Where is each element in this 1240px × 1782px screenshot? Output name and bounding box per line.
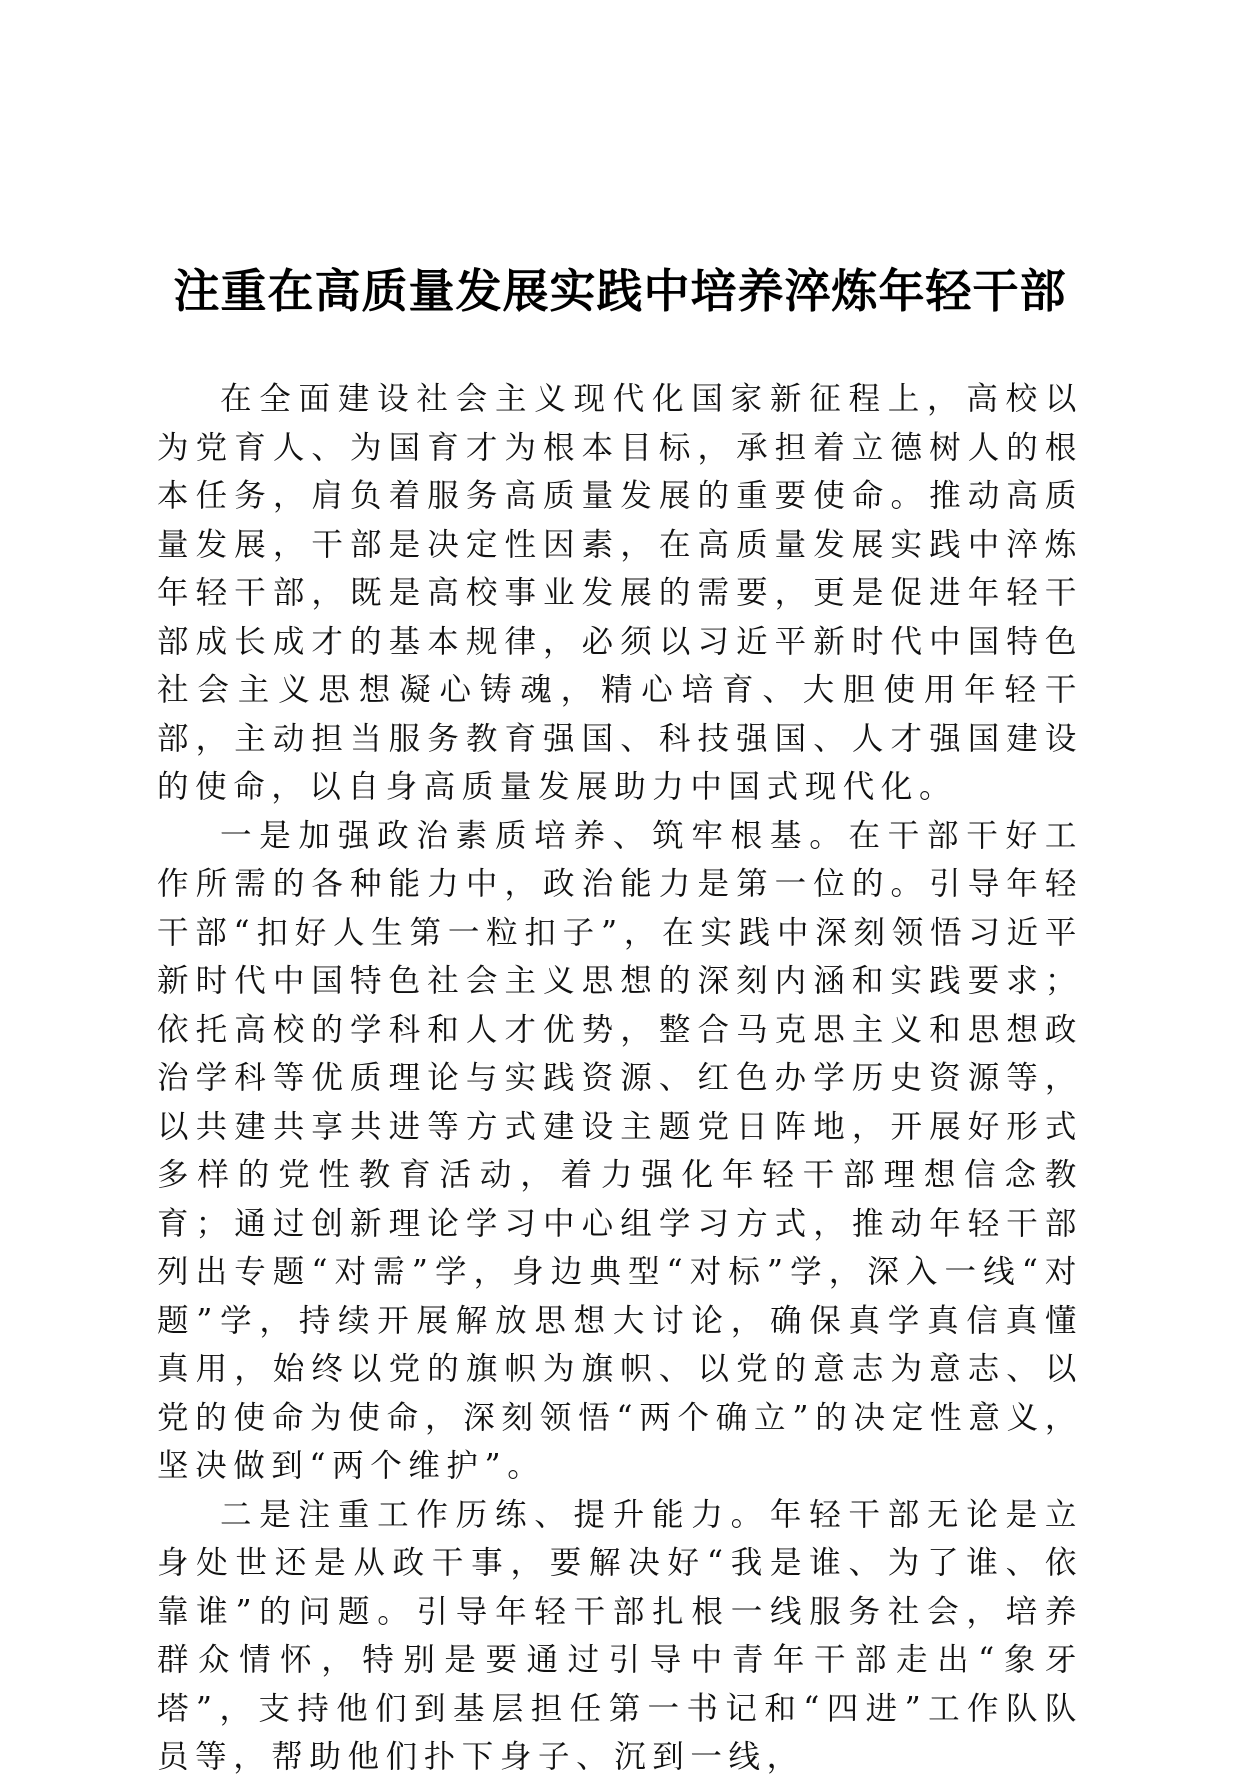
paragraph-work-training: 二是注重工作历练、提升能力。年轻干部无论是立身处世还是从政干事，要解决好“我是谁、为了谁、依靠谁”的问题。引导年轻干部扎根一线服务社会，培养群众情怀，特别是要通过引导中青年干部走出“象牙塔”，支持他们到基层担任第一书记和“四进”工作队队员等，帮助他们扑下身子、沉到一线， bbox=[157, 1496, 1083, 1775]
document-body bbox=[157, 375, 1083, 1782]
paragraph-political-quality: 一是加强政治素质培养、筑牢根基。在干部干好工作所需的各种能力中，政治能力是第一位的。引导年轻干部“扣好人生第一粒扣子”，在实践中深刻领悟习近平新时代中国特色社会主义思想的深刻内涵和实践要求；依托高校的学科和人才优势，整合马克思主义和思想政治学科等优质理论与实践资源、红色办学历史资源等，以共建共享共进等方式建设主题党日阵地，开展好形式多样的党性教育活动，着力强化年轻干部理想信念教育；通过创新理论学习中心组学习方式，推动年轻干部列出专题“对需”学，身边典型“对标”学，深入一线“对题”学，持续开展解放思想大讨论，确保真学真信真懂真用，始终以党的旗帜为旗帜、以党的意志为意志、以党的使命为使命，深刻领悟“两个确立”的决定性意义，坚决做到“两个维护”。 bbox=[157, 817, 1083, 1484]
paragraph-intro: 在全面建设社会主义现代化国家新征程上，高校以为党育人、为国育才为根本目标，承担着立德树人的根本任务，肩负着服务高质量发展的重要使命。推动高质量发展，干部是决定性因素，在高质量发展实践中淬炼年轻干部，既是高校事业发展的需要，更是促进年轻干部成长成才的基本规律，必须以习近平新时代中国特色社会主义思想凝心铸魂，精心培育、大胆使用年轻干部，主动担当服务教育强国、科技强国、人才强国建设的使命，以自身高质量发展助力中国式现代化。 bbox=[157, 381, 1083, 805]
document-title: 注重在高质量发展实践中培养淬炼年轻干部 bbox=[173, 263, 1067, 318]
